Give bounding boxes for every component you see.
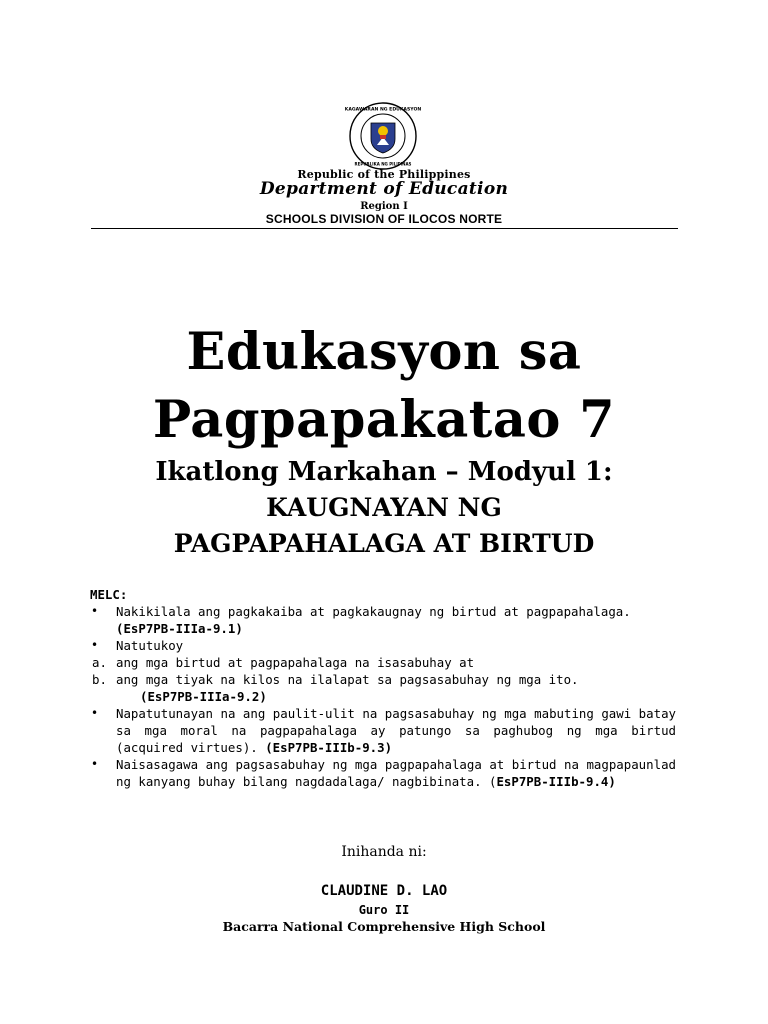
seal-outer-text: KAGAWARAN NG EDUKASYON (344, 107, 422, 113)
header-divider (91, 228, 678, 229)
division-line: SCHOOLS DIVISION OF ILOCOS NORTE (265, 212, 503, 226)
topic-title-line2: PAGPAPAHALAGA AT BIRTUD (173, 529, 595, 558)
subject-title-line1: Edukasyon sa (186, 322, 582, 382)
subitem-letter: a. (92, 655, 107, 670)
subitem-text: ang mga birtud at pagpapahalaga na isasabuhay at (116, 655, 475, 670)
melc-item-2 (90, 637, 676, 654)
melc-item-4 (90, 756, 676, 790)
author-position: Guro II (358, 903, 410, 917)
melc-item-text: Napatutunayan na ang paulit-ulit na pagsasabuhay ng mga mabuting gawi batay sa mga moral na pagpapahalaga ay patungo sa paghubog ng mga birtud (acquired virtues). (116, 706, 676, 755)
region-line: Region I (360, 201, 408, 212)
quarter-module-line: Ikatlong Markahan – Modyul 1: (155, 457, 613, 487)
melc-subitem-b (90, 671, 676, 688)
melc-section (90, 586, 676, 790)
melc-code: EsP7PB-IIIb-9.4) (496, 774, 616, 789)
melc-code-open: ( (489, 774, 497, 789)
melc-item-3 (90, 705, 676, 756)
bullet-icon: • (91, 638, 99, 652)
republic-line: Republic of the Philippines (297, 168, 471, 181)
prepared-by-label: Inihanda ni: (341, 844, 427, 860)
melc-code: (EsP7PB-IIIa-9.1) (116, 621, 243, 636)
department-name: Department of Education (259, 179, 509, 199)
melc-label: MELC: (90, 587, 128, 602)
melc-item-1 (90, 603, 676, 637)
deped-seal (337, 101, 429, 171)
bullet-icon: • (91, 604, 99, 618)
school-name: Bacarra National Comprehensive High School (222, 919, 546, 934)
topic-title-line1: KAUGNAYAN NG (266, 493, 502, 522)
bullet-icon: • (91, 757, 99, 771)
melc-code: (EsP7PB-IIIa-9.2) (140, 689, 267, 704)
bullet-icon: • (91, 706, 99, 720)
subitem-letter: b. (92, 672, 107, 687)
melc-subitem-a (90, 654, 676, 671)
author-name: CLAUDINE D. LAO (320, 883, 448, 899)
melc-item-text: Naisasagawa ang pagsasabuhay ng mga pagpapahalaga at birtud na magpapaunlad ng kanyang buhay bilang nagdadalaga/ nagbibinata. (116, 757, 676, 789)
melc-item-text: Natutukoy (116, 638, 184, 653)
subject-title-line2: Pagpapakatao 7 (152, 390, 616, 450)
subitem-text: ang mga tiyak na kilos na ilalapat sa pagsasabuhay ng mga ito. (116, 672, 579, 687)
melc-item-text: Nakikilala ang pagkakaiba at pagkakaugnay ng birtud at pagpapahalaga. (116, 604, 631, 619)
deped-seal-icon (337, 101, 429, 171)
seal-inner-text: REPUBLIKA NG PILIPINAS (354, 161, 412, 167)
melc-code: (EsP7PB-IIIb-9.3) (265, 740, 393, 755)
